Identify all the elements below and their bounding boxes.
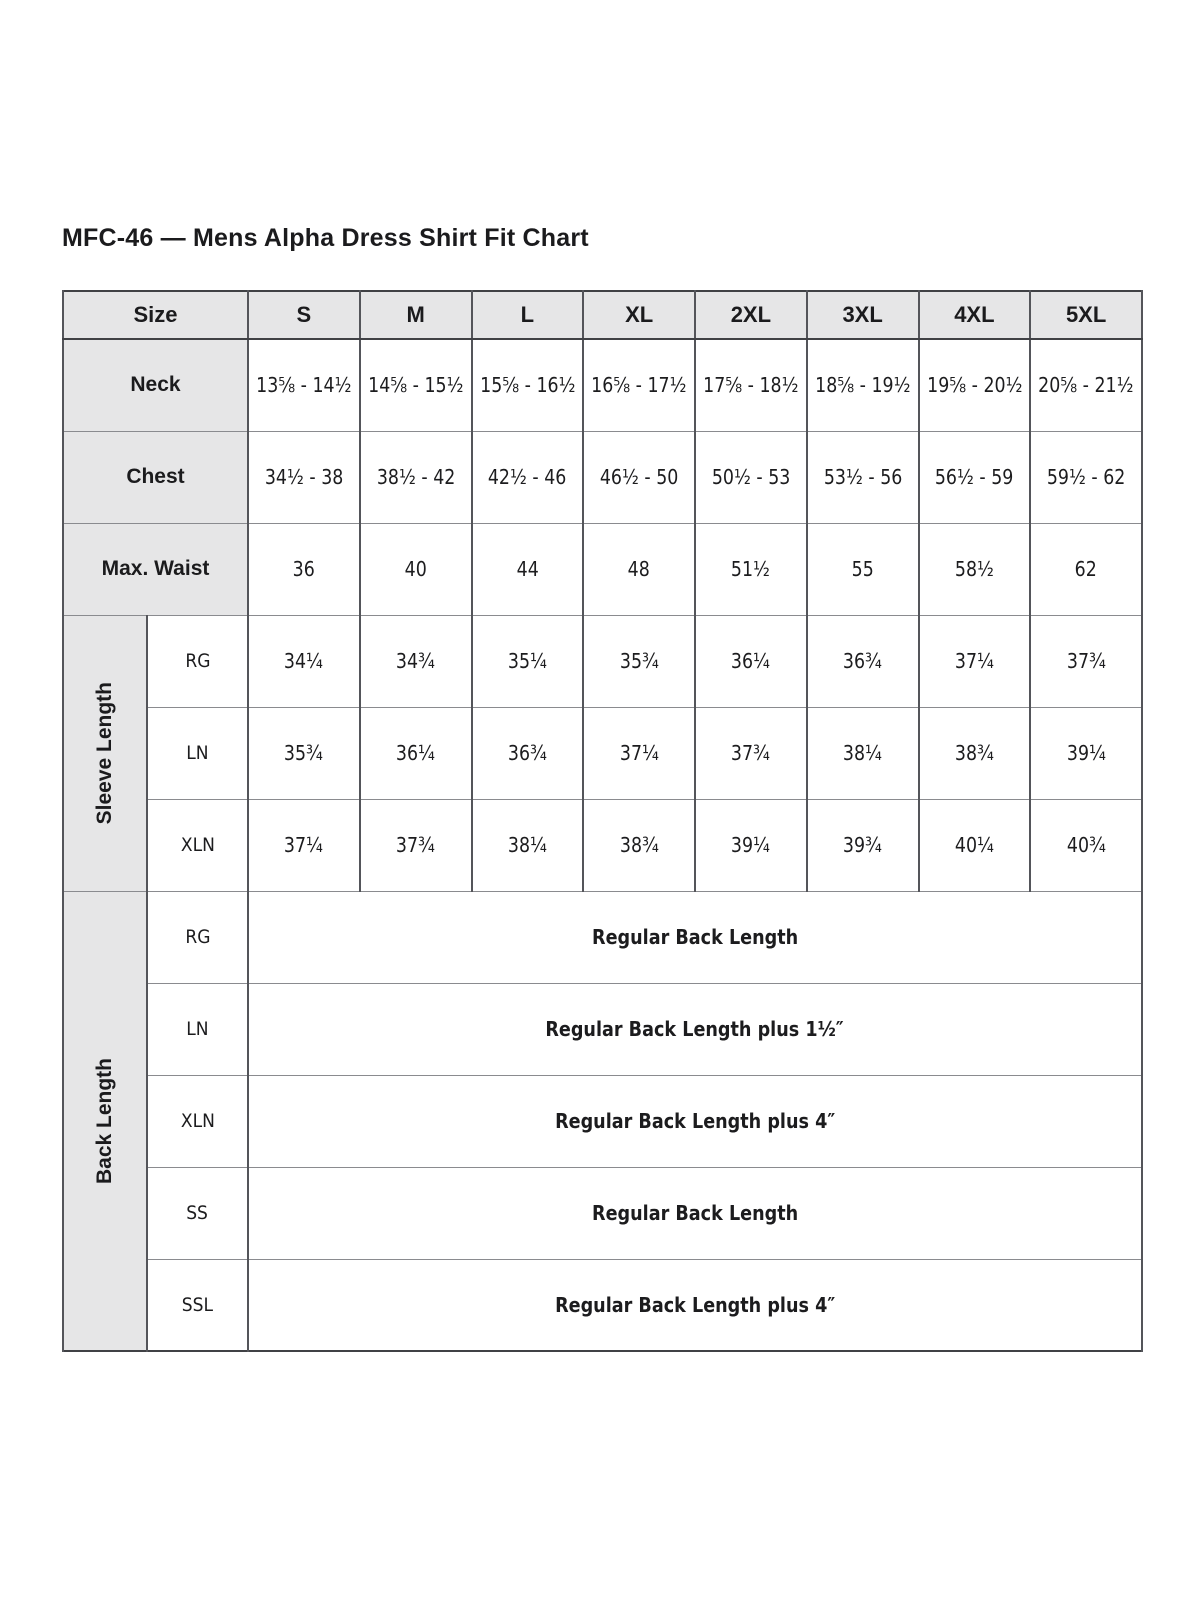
cell-value: 37¾	[396, 833, 436, 857]
sleeve-ln-cell	[1030, 707, 1142, 799]
col-header-4xl: 4XL	[919, 291, 1031, 339]
chest-cell	[360, 431, 472, 523]
sleeve-xln-cell	[1030, 799, 1142, 891]
cell-value: 36¾	[843, 649, 883, 673]
header-row	[63, 291, 1142, 339]
sleeve-rg-cell	[583, 615, 695, 707]
cell-value: 18⅝ - 19½	[814, 373, 911, 398]
row-label: XLN	[180, 834, 215, 856]
sleeve-rg-cell	[360, 615, 472, 707]
back-ln-row	[63, 983, 1142, 1075]
sleeve-ln-cell	[248, 707, 360, 799]
cell-value: 62	[1075, 557, 1098, 581]
cell-value: 50½ - 53	[711, 465, 791, 489]
cell-value: 59½ - 62	[1046, 465, 1126, 489]
neck-row	[63, 339, 1142, 431]
col-header-xl: XL	[583, 291, 695, 339]
cell-value: 34¼	[284, 649, 324, 673]
neck-cell	[919, 339, 1031, 431]
sleeve-xln-label	[147, 799, 248, 891]
sleeve-xln-row	[63, 799, 1142, 891]
sleeve-rg-cell	[807, 615, 919, 707]
sleeve-rg-label	[147, 615, 248, 707]
max-waist-cell	[807, 523, 919, 615]
back-length-value: Regular Back Length	[591, 925, 799, 949]
cell-value: 38¼	[507, 833, 547, 857]
max-waist-cell	[360, 523, 472, 615]
chest-cell	[583, 431, 695, 523]
cell-value: 35¼	[507, 649, 547, 673]
sleeve-ln-label	[147, 707, 248, 799]
sleeve-rg-cell	[919, 615, 1031, 707]
row-label: RG	[184, 650, 211, 672]
back-ssl-cell	[248, 1259, 1142, 1351]
neck-cell	[807, 339, 919, 431]
row-label: SSL	[181, 1293, 214, 1316]
sleeve-xln-cell	[360, 799, 472, 891]
cell-value: 36¼	[396, 741, 436, 765]
cell-value: 37¼	[619, 741, 659, 765]
col-header-2xl: 2XL	[695, 291, 807, 339]
sleeve-xln-cell	[807, 799, 919, 891]
cell-value: 38¾	[954, 741, 994, 765]
sleeve-ln-cell	[807, 707, 919, 799]
back-ssl-row	[63, 1259, 1142, 1351]
sleeve-ln-cell	[583, 707, 695, 799]
chest-cell	[1030, 431, 1142, 523]
back-length-value: Regular Back Length plus 4″	[554, 1292, 836, 1317]
max-waist-cell	[695, 523, 807, 615]
sleeve-ln-cell	[919, 707, 1031, 799]
cell-value: 38¼	[843, 741, 883, 765]
cell-value: 37¾	[1066, 649, 1106, 673]
col-header-size: Size	[63, 291, 248, 339]
row-label: XLN	[180, 1110, 215, 1132]
cell-value: 51½	[731, 557, 771, 581]
cell-value: 19⅝ - 20½	[926, 373, 1023, 398]
chest-cell	[695, 431, 807, 523]
cell-value: 37¼	[284, 833, 324, 857]
sleeve-rg-cell	[695, 615, 807, 707]
row-label: SS	[186, 1202, 209, 1224]
back-rg-label	[147, 891, 248, 983]
row-label: LN	[186, 742, 209, 764]
sleeve-ln-cell	[695, 707, 807, 799]
sleeve-rg-cell	[248, 615, 360, 707]
back-xln-cell	[248, 1075, 1142, 1167]
back-rg-row	[63, 891, 1142, 983]
chest-cell	[248, 431, 360, 523]
back-ssl-label	[147, 1259, 248, 1351]
neck-cell	[583, 339, 695, 431]
sleeve-xln-cell	[472, 799, 584, 891]
col-header-l: L	[472, 291, 584, 339]
col-header-m: M	[360, 291, 472, 339]
sleeve-rg-row	[63, 615, 1142, 707]
sleeve-rg-cell	[472, 615, 584, 707]
cell-value: 44	[516, 557, 539, 581]
neck-label: Neck	[63, 339, 248, 431]
back-xln-row	[63, 1075, 1142, 1167]
sleeve-xln-cell	[695, 799, 807, 891]
cell-value: 38¾	[619, 833, 659, 857]
cell-value: 36¼	[731, 649, 771, 673]
cell-value: 39¾	[843, 833, 883, 857]
neck-cell	[695, 339, 807, 431]
cell-value: 42½ - 46	[488, 465, 567, 489]
cell-value: 58½	[954, 557, 994, 581]
back-ss-row	[63, 1167, 1142, 1259]
cell-value: 37¼	[954, 649, 994, 673]
neck-cell	[472, 339, 584, 431]
cell-value: 53½ - 56	[823, 465, 902, 489]
max-waist-label: Max. Waist	[63, 523, 248, 615]
max-waist-row	[63, 523, 1142, 615]
row-label: LN	[186, 1018, 209, 1040]
back-ss-label	[147, 1167, 248, 1259]
sleeve-ln-row	[63, 707, 1142, 799]
cell-value: 40¾	[1066, 833, 1106, 857]
cell-value: 15⅝ - 16½	[479, 373, 576, 398]
cell-value: 34¾	[396, 649, 436, 673]
max-waist-cell	[919, 523, 1031, 615]
max-waist-cell	[248, 523, 360, 615]
cell-value: 36	[292, 557, 315, 581]
chest-label: Chest	[63, 431, 248, 523]
sleeve-ln-cell	[472, 707, 584, 799]
neck-cell	[1030, 339, 1142, 431]
back-ln-label	[147, 983, 248, 1075]
sleeve-xln-cell	[583, 799, 695, 891]
cell-value: 55	[851, 557, 874, 581]
chest-row	[63, 431, 1142, 523]
cell-value: 56½ - 59	[935, 465, 1014, 489]
cell-value: 39¼	[1066, 741, 1106, 765]
chest-cell	[472, 431, 584, 523]
cell-value: 17⅝ - 18½	[703, 373, 799, 398]
col-header-5xl: 5XL	[1030, 291, 1142, 339]
cell-value: 39¼	[731, 833, 771, 857]
back-ss-cell	[248, 1167, 1142, 1259]
chest-cell	[919, 431, 1031, 523]
cell-value: 34½ - 38	[264, 465, 344, 489]
cell-value: 36¾	[507, 741, 547, 765]
back-rg-cell	[248, 891, 1142, 983]
sleeve-ln-cell	[360, 707, 472, 799]
cell-value: 40¼	[954, 833, 994, 857]
sleeve-rg-cell	[1030, 615, 1142, 707]
sleeve-length-section	[63, 615, 147, 891]
back-length-value: Regular Back Length plus 1½″	[545, 1017, 845, 1041]
page-title: MFC-46 — Mens Alpha Dress Shirt Fit Chart	[62, 224, 589, 252]
cell-value: 37¾	[731, 741, 771, 765]
back-xln-label	[147, 1075, 248, 1167]
cell-value: 14⅝ - 15½	[367, 373, 464, 398]
cell-value: 38½ - 42	[376, 465, 455, 489]
cell-value: 13⅝ - 14½	[256, 373, 352, 398]
back-ln-cell	[248, 983, 1142, 1075]
neck-cell	[248, 339, 360, 431]
neck-cell	[360, 339, 472, 431]
cell-value: 16⅝ - 17½	[591, 373, 687, 398]
cell-value: 48	[628, 557, 651, 581]
max-waist-cell	[583, 523, 695, 615]
max-waist-cell	[1030, 523, 1142, 615]
cell-value: 35¾	[284, 741, 324, 765]
max-waist-cell	[472, 523, 584, 615]
back-length-value: Regular Back Length	[591, 1201, 799, 1225]
fit-chart-table	[62, 290, 1143, 1352]
cell-value: 20⅝ - 21½	[1038, 373, 1134, 398]
cell-value: 35¾	[619, 649, 659, 673]
row-label: RG	[184, 926, 211, 948]
sleeve-xln-cell	[919, 799, 1031, 891]
sleeve-xln-cell	[248, 799, 360, 891]
chest-cell	[807, 431, 919, 523]
cell-value: 40	[404, 557, 427, 581]
col-header-s: S	[248, 291, 360, 339]
back-length-section	[63, 891, 147, 1351]
sleeve-length-label: Sleeve Length	[93, 681, 116, 825]
col-header-3xl: 3XL	[807, 291, 919, 339]
cell-value: 46½ - 50	[599, 465, 679, 489]
back-length-label: Back Length	[93, 1057, 116, 1184]
back-length-value: Regular Back Length plus 4″	[554, 1109, 836, 1133]
